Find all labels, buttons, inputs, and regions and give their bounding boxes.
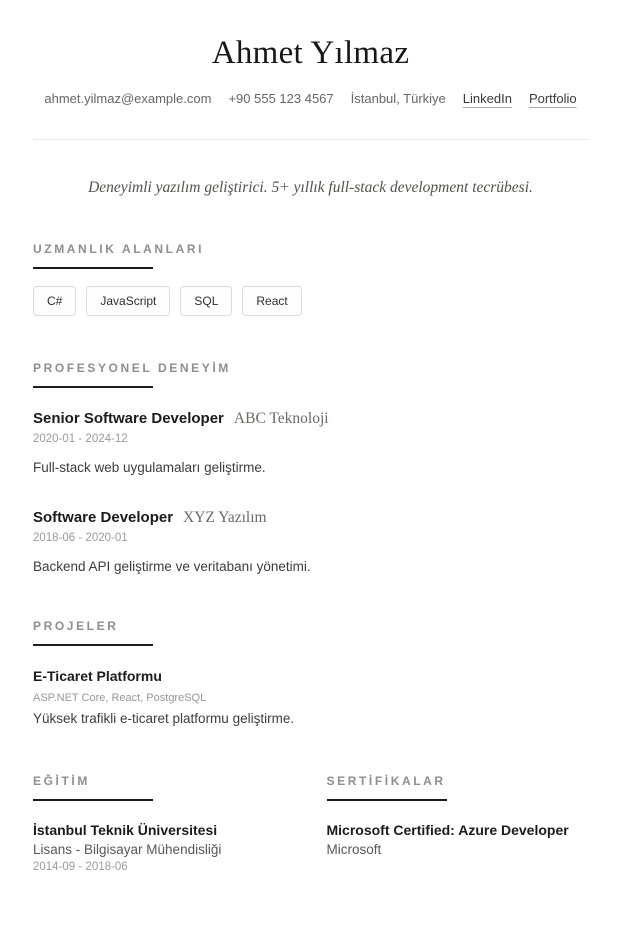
education-entry [33,822,295,873]
bottom-grid [33,774,588,873]
job-description: Backend API geliştirme ve veritabanı yönetimi. [33,559,311,575]
section-rule [33,799,153,801]
skill-chip: JavaScript [86,286,170,316]
job-company: ABC Teknoloji [233,410,329,428]
job-headline [33,410,588,428]
portfolio-link[interactable]: Portfolio [528,91,577,107]
skill-chip: React [242,286,301,316]
job-entry [33,509,588,574]
certification-name: Microsoft Certified: Azure Developer [326,822,569,839]
skill-chip: SQL [180,286,232,316]
linkedin-link[interactable]: LinkedIn [462,91,512,107]
education-section-title: EĞİTİM [33,774,90,789]
section-rule [327,799,447,801]
skill-chip-list [33,286,588,316]
projects-section-title: PROJELER [33,619,119,634]
page-title: Ahmet Yılmaz [211,35,410,71]
project-name: E-Ticaret Platformu [33,668,162,685]
certification-entry [327,822,589,857]
education-degree: Lisans - Bilgisayar Mühendisliği [33,842,222,858]
section-rule [33,386,153,388]
job-company: XYZ Yazılım [183,509,267,527]
resume-header [33,33,588,140]
education-section [33,774,295,873]
project-description: Yüksek trafikli e-ticaret platformu geliştirme. [33,711,295,727]
certification-issuer: Microsoft [326,842,382,858]
certifications-section-title: SERTİFİKALAR [326,774,446,789]
project-entry [33,668,588,726]
projects-section [33,619,588,726]
job-dates: 2020-01 - 2024-12 [33,433,128,446]
experience-section-title: PROFESYONEL DENEYİM [33,361,231,376]
job-entry [33,410,588,475]
job-dates: 2018-06 - 2020-01 [33,532,128,545]
job-description: Full-stack web uygulamaları geliştirme. [33,460,266,476]
skill-chip: C# [33,286,76,316]
skills-section-title: UZMANLIK ALANLARI [33,242,205,257]
contact-location: İstanbul, Türkiye [350,91,446,107]
contact-bar [33,91,588,106]
experience-section [33,361,588,574]
project-tech: ASP.NET Core, React, PostgreSQL [33,692,207,705]
education-school: İstanbul Teknik Üniversitesi [33,822,218,839]
skills-section [33,242,588,316]
contact-phone: +90 555 123 4567 [228,91,334,107]
header-divider [33,139,588,140]
education-dates: 2014-09 - 2018-06 [33,861,128,874]
summary-text: Deneyimli yazılım geliştirici. 5+ yıllık full-stack development tecrübesi. [88,179,533,197]
job-role: Senior Software Developer [33,410,224,428]
job-role: Software Developer [33,509,174,527]
contact-email: ahmet.yilmaz@example.com [44,91,212,107]
section-rule [33,267,153,269]
certifications-section [327,774,589,873]
section-rule [33,644,153,646]
job-headline [33,509,588,527]
